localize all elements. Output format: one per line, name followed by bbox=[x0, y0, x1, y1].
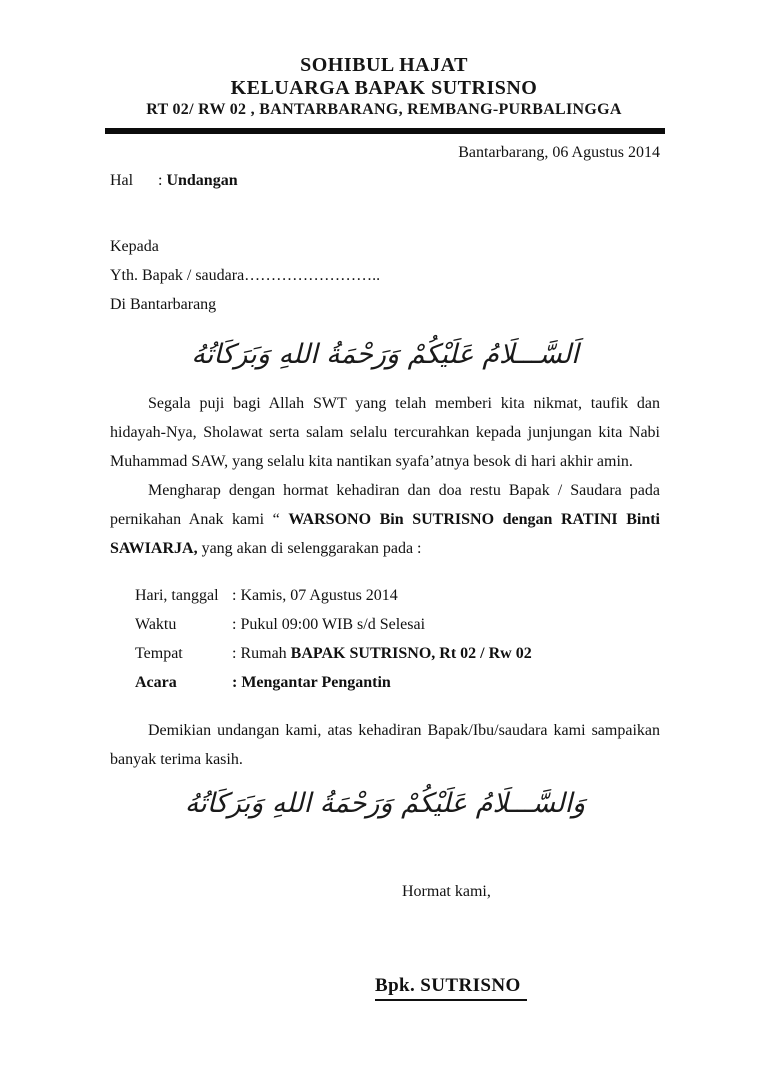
detail-sep: : bbox=[232, 616, 241, 633]
subject-line bbox=[110, 170, 660, 192]
date-line: Bantarbarang, 06 Agustus 2014 bbox=[458, 144, 660, 161]
subject-separator: : bbox=[158, 172, 167, 189]
event-details bbox=[135, 581, 660, 697]
letterhead-family-name: KELUARGA BAPAK SUTRISNO bbox=[230, 77, 538, 99]
recipient-city: Di Bantarbarang bbox=[110, 296, 217, 313]
invitation-text-pre: Mengharap dengan hormat kehadiran dan doa restu Bapak / Saudara pada pernikahan Anak kami “ bbox=[110, 482, 660, 528]
detail-value-time: Pukul 09:00 WIB s/d Selesai bbox=[240, 616, 426, 633]
paragraph-invitation bbox=[110, 476, 660, 563]
detail-value-event: Mengantar Pengantin bbox=[241, 674, 391, 691]
recipient-name-line: Yth. Bapak / saudara…………………….. bbox=[110, 267, 381, 284]
paragraph-praise: Segala puji bagi Allah SWT yang telah memberi kita nikmat, taufik dan hidayah-Nya, Sholawat serta salam selalu tercurahkan kepada junjungan kita Nabi Muhammad SAW, yang selalu kita nantikan syafa’atnya besok di hari akhir amin. bbox=[110, 395, 660, 470]
letterhead-divider bbox=[105, 128, 665, 134]
detail-value-place-bold: BAPAK SUTRISNO, Rt 02 / Rw 02 bbox=[290, 645, 532, 662]
detail-sep: : bbox=[232, 587, 241, 604]
detail-value-place-pre: Rumah bbox=[240, 645, 291, 662]
salam-opening-calligraphy: اَلسَّـــلَامُ عَلَيْكُمْ وَرَحْمَةُ اللهِ وَبَرَكَاتُهُ bbox=[191, 339, 579, 370]
detail-label-event: Acara bbox=[135, 674, 177, 691]
detail-row-time bbox=[135, 610, 660, 639]
subject-label: Hal bbox=[110, 172, 134, 189]
detail-sep: : bbox=[232, 645, 241, 662]
signature-salutation: Hormat kami, bbox=[402, 883, 491, 900]
couple-names: WARSONO Bin SUTRISNO dengan RATINI Binti SAWIARJA, bbox=[110, 511, 660, 557]
detail-row-place bbox=[135, 639, 660, 668]
letterhead-title: SOHIBUL HAJAT bbox=[300, 54, 468, 76]
detail-sep: : bbox=[232, 674, 242, 691]
letterhead-address: RT 02/ RW 02 , BANTARBARANG, REMBANG-PURBALINGGA bbox=[146, 101, 622, 118]
signature-name: Bpk. SUTRISNO bbox=[375, 974, 768, 1001]
recipient-kepada: Kepada bbox=[110, 238, 159, 255]
invitation-text-post: yang akan di selenggarakan pada : bbox=[197, 540, 422, 557]
detail-row-event bbox=[135, 668, 660, 697]
paragraph-closing: Demikian undangan kami, atas kehadiran Bapak/Ibu/saudara kami sampaikan banyak terima kasih. bbox=[110, 722, 660, 768]
salam-closing-calligraphy: وَالسَّـــلَامُ عَلَيْكُمْ وَرَحْمَةُ اللهِ وَبَرَكَاتُهُ bbox=[184, 788, 586, 819]
letterhead bbox=[0, 54, 768, 120]
subject-value: Undangan bbox=[166, 172, 238, 189]
recipient-block bbox=[110, 232, 660, 319]
detail-label-time: Waktu bbox=[135, 616, 177, 633]
detail-row-day bbox=[135, 581, 660, 610]
detail-label-place: Tempat bbox=[135, 645, 183, 662]
detail-label-day: Hari, tanggal bbox=[135, 587, 219, 604]
detail-value-day: Kamis, 07 Agustus 2014 bbox=[240, 587, 398, 604]
letter-body bbox=[110, 143, 660, 825]
